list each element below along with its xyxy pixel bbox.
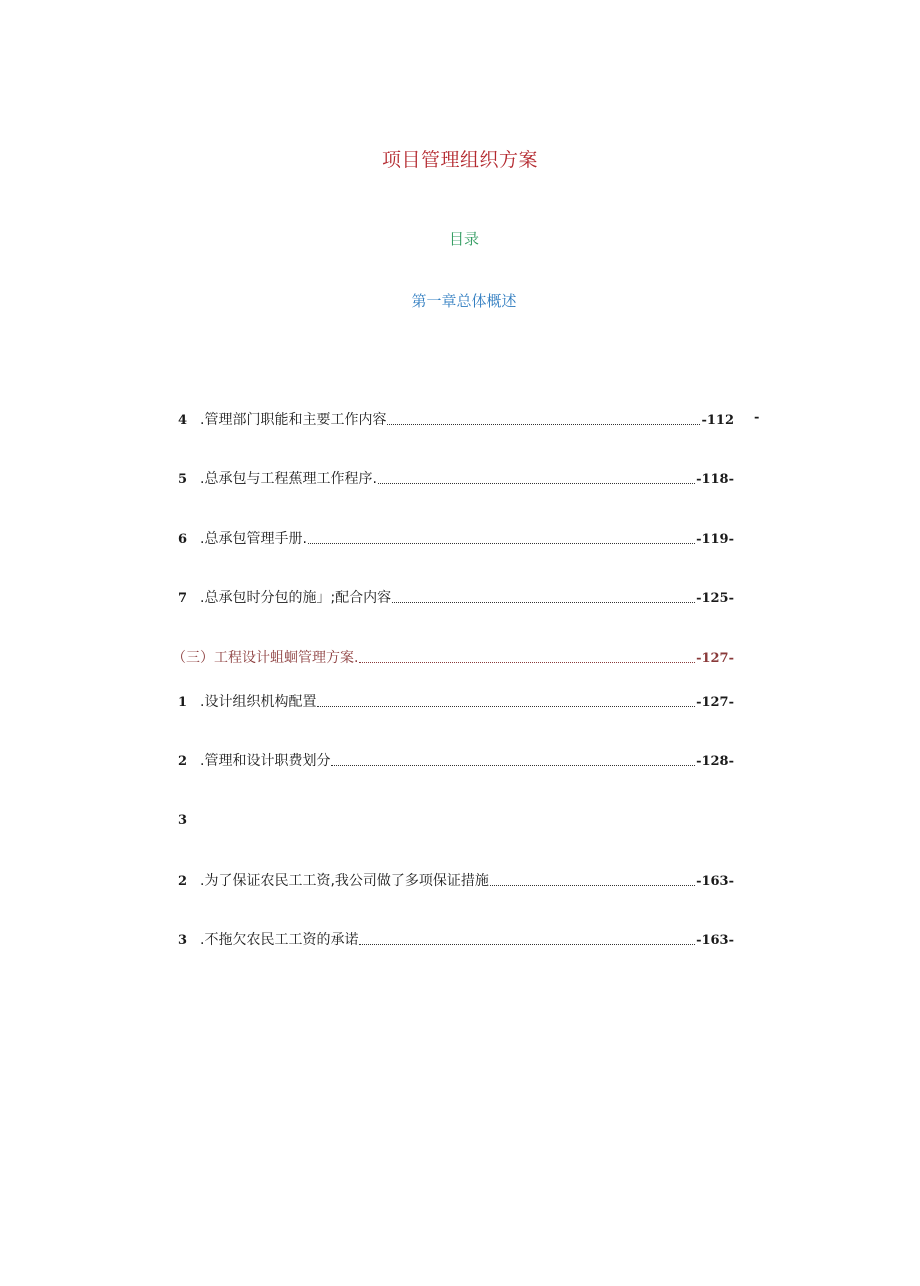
toc-entry-number: 2	[178, 874, 188, 889]
toc-entry-number: 7	[178, 591, 188, 606]
toc-leader-dots	[378, 483, 695, 484]
toc-entry[interactable]	[178, 410, 734, 430]
toc-entry-text: .总承包与工程蕉理工作程序.	[200, 471, 377, 487]
toc-leader-dots	[387, 424, 700, 425]
toc-entry-text: .总承包管理手册.	[200, 531, 307, 547]
toc-entry[interactable]	[178, 811, 734, 831]
toc-entry-number: 3	[178, 813, 188, 828]
toc-entry[interactable]	[178, 751, 734, 771]
toc-leader-dots	[392, 602, 695, 603]
chapter-heading: 第一章总体概述	[411, 292, 517, 310]
toc-heading: 目录	[448, 230, 479, 248]
toc-entry-number: 4	[178, 413, 188, 428]
toc-entry[interactable]	[178, 529, 734, 549]
toc-section-entry[interactable]	[172, 648, 734, 668]
toc-entry-number: 6	[178, 532, 188, 547]
toc-entry-page: -163-	[696, 933, 734, 948]
toc-entry[interactable]	[178, 588, 734, 608]
toc-entry-page: -125-	[696, 591, 734, 606]
trailing-dash: -	[754, 410, 760, 425]
toc-leader-dots	[331, 765, 695, 766]
toc-entry-text: .总承包时分包的施」;配合内容	[200, 590, 392, 606]
toc-entry-page: -118-	[696, 472, 734, 487]
toc-leader-dots	[359, 662, 695, 663]
toc-entry-text: .管理和设计职费划分	[200, 753, 331, 769]
toc-entry-text: .为了保证农民工工资,我公司做了多项保证措施	[200, 873, 489, 889]
toc-entry-page: -119-	[696, 532, 734, 547]
toc-entry-number: 3	[178, 933, 188, 948]
toc-entry-number: 5	[178, 472, 188, 487]
toc-entry-page: -128-	[696, 754, 734, 769]
toc-leader-dots	[490, 885, 695, 886]
toc-entry-text: .设计组织机构配置	[200, 694, 317, 710]
toc-entry-page: -127-	[696, 695, 734, 710]
toc-entry-number: 2	[178, 754, 188, 769]
toc-leader-dots	[359, 944, 695, 945]
document-title: 项目管理组织方案	[381, 149, 538, 171]
toc-entry-text: （三）工程设计蛆蛔管理方案.	[172, 650, 359, 666]
toc-entry[interactable]	[178, 871, 734, 891]
toc-entry-page: -127-	[696, 651, 734, 666]
toc-entry-page: -163-	[696, 874, 734, 889]
toc-leader-dots	[308, 543, 695, 544]
toc-entry-page: -112	[701, 413, 734, 428]
toc-entry[interactable]	[178, 469, 734, 489]
toc-entry[interactable]	[178, 692, 734, 712]
toc-leader-dots	[317, 706, 695, 707]
toc-entry-text: .管理部门职能和主要工作内容	[200, 412, 387, 428]
toc-entry-number: 1	[178, 695, 188, 710]
toc-entry-text: .不拖欠农民工工资的承诺	[200, 932, 359, 948]
toc-entry[interactable]	[178, 930, 734, 950]
